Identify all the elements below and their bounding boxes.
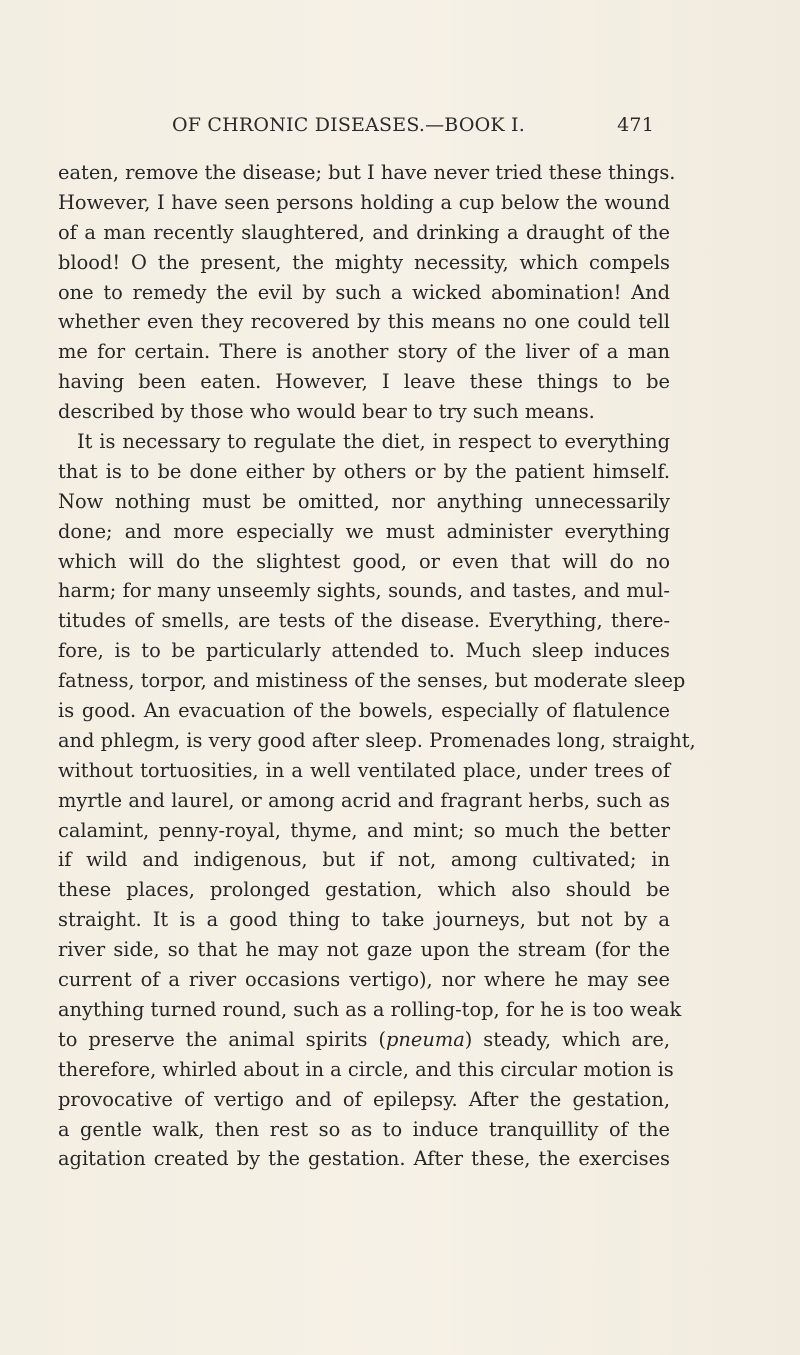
page-header [172,114,662,144]
text-line: if wild and indigenous, but if not, among cultivated; in [58,848,670,872]
text-line: which will do the slightest good, or even that will do no [58,549,670,573]
text-line: It is necessary to regulate the diet, in respect to everything [77,430,670,454]
text-line: Now nothing must be omitted, nor anything unnecessarily [58,489,670,513]
text-line: is good. An evacuation of the bowels, especially of flatulence [58,699,670,723]
text-line: blood! O the present, the mighty necessity, which compels [58,250,670,274]
text-line: myrtle and laurel, or among acrid and fragrant herbs, such as [58,788,670,812]
text-line: harm; for many unseemly sights, sounds, and tastes, and mul- [58,579,670,603]
text-line: described by those who would bear to try such means. [58,400,595,424]
text-line: anything turned round, such as a rolling-top, for he is too weak [58,997,682,1021]
text-line-mixed [58,1025,670,1055]
text-line: agitation created by the gestation. After these, the exercises [58,1147,670,1171]
italic-term: pneuma [385,1027,465,1051]
text-line: without tortuosities, in a well ventilated place, under trees of [58,758,670,782]
text-line: calamint, penny-royal, thyme, and mint; so much the better [58,818,670,842]
text-segment: ) steady, which are, [464,1027,670,1051]
text-line: that is to be done either by others or by the patient himself. [58,459,670,483]
text-line: done; and more especially we must administer everything [58,519,670,543]
text-line: river side, so that he may not gaze upon the stream (for the [58,938,670,962]
page-number: 471 [617,114,654,136]
text-line: eaten, remove the disease; but I have never tried these things. [58,161,676,184]
text-line: me for certain. There is another story of the liver of a man [58,340,670,364]
text-line: therefore, whirled about in a circle, and this circular motion is [58,1057,674,1081]
text-line: fatness, torpor, and mistiness of the senses, but moderate sleep [58,669,686,693]
text-line: However, I have seen persons holding a cup below the wound [58,190,670,214]
text-line: and phlegm, is very good after sleep. Promenades long, straight, [58,728,696,752]
text-line: one to remedy the evil by such a wicked abomination! And [58,280,670,304]
text-line: fore, is to be particularly attended to. Much sleep induces [58,639,670,663]
text-line: these places, prolonged gestation, which also should be [58,878,670,902]
text-line: titudes of smells, are tests of the disease. Everything, there- [58,609,670,633]
text-line: of a man recently slaughtered, and drinking a draught of the [58,220,670,244]
text-line: current of a river occasions vertigo), nor where he may see [58,968,670,992]
text-line: whether even they recovered by this means no one could tell [58,310,670,334]
running-title: OF CHRONIC DISEASES.—BOOK I. [172,114,525,136]
text-line: a gentle walk, then rest so as to induce tranquillity of the [58,1117,670,1141]
text-line: straight. It is a good thing to take journeys, but not by a [58,908,670,932]
text-line: having been eaten. However, I leave these things to be [58,370,670,394]
body-text [58,158,696,1174]
text-segment: to preserve the animal spirits ( [58,1027,386,1051]
text-line: provocative of vertigo and of epilepsy. After the gestation, [58,1087,670,1111]
